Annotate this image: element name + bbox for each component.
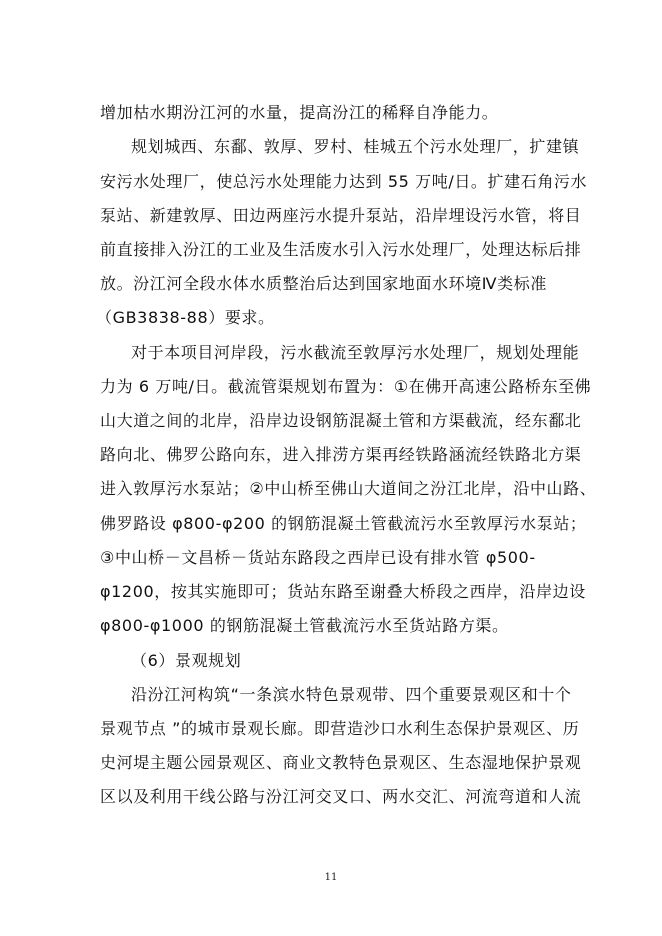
text-line: φ1200，按其实施即可；货站东路至谢叠大桥段之西岸，沿岸边设	[100, 582, 586, 601]
section-heading: （6）景观规划	[131, 651, 242, 670]
text-line: 沿汾江河构筑“一条滨水特色景观带、四个重要景观区和十个	[131, 685, 572, 704]
text-line: 增加枯水期汾江河的水量，提高汾江的稀释自净能力。	[100, 103, 499, 122]
text-line: φ800-φ1000 的钢筋混凝土管截流污水至货站路方渠。	[100, 616, 509, 635]
text-line: 区以及利用干线公路与汾江河交叉口、两水交汇、河流弯道和人流	[100, 787, 582, 806]
text-line: 佛罗路设 φ800-φ200 的钢筋混凝土管截流污水至敦厚污水泵站；	[100, 514, 587, 533]
text-line: 力为 6 万吨/日。截流管渠规划布置为：①在佛开高速公路桥东至佛	[100, 377, 592, 396]
text-line: ③中山桥－文昌桥－货站东路段之西岸已设有排水管 φ500-	[100, 548, 536, 567]
text-line: 路向北、佛罗公路向东，进入排涝方渠再经铁路涵流经铁路北方渠	[100, 445, 582, 464]
text-line: 山大道之间的北岸，沿岸边设钢筋混凝土管和方渠截流，经东鄱北	[100, 411, 582, 430]
text-line: 景观节点 ”的城市景观长廊。即营造沙口水利生态保护景观区、历	[100, 719, 580, 738]
text-line: 史河堤主题公园景观区、商业文教特色景观区、生态湿地保护景观	[100, 753, 582, 772]
text-line: 放。汾江河全段水体水质整治后达到国家地面水环境Ⅳ类标准	[100, 274, 547, 293]
text-line: 对于本项目河岸段，污水截流至敦厚污水处理厂，规划处理能	[131, 343, 580, 362]
text-line: （GB3838-88）要求。	[96, 308, 275, 327]
text-line: 泵站、新建敦厚、田边两座污水提升泵站，沿岸埋设污水管，将目	[100, 206, 582, 225]
text-line: 规划城西、东鄱、敦厚、罗村、桂城五个污水处理厂，扩建镇	[131, 137, 580, 156]
text-line: 安污水处理厂，使总污水处理能力达到 55 万吨/日。扩建石角污水	[100, 172, 588, 191]
text-line: 进入敦厚污水泵站；②中山桥至佛山大道间之汾江北岸，沿中山路、	[100, 479, 597, 498]
page-number: 11	[324, 872, 338, 883]
text-line: 前直接排入汾江的工业及生活废水引入污水处理厂，处理达标后排	[100, 240, 582, 259]
